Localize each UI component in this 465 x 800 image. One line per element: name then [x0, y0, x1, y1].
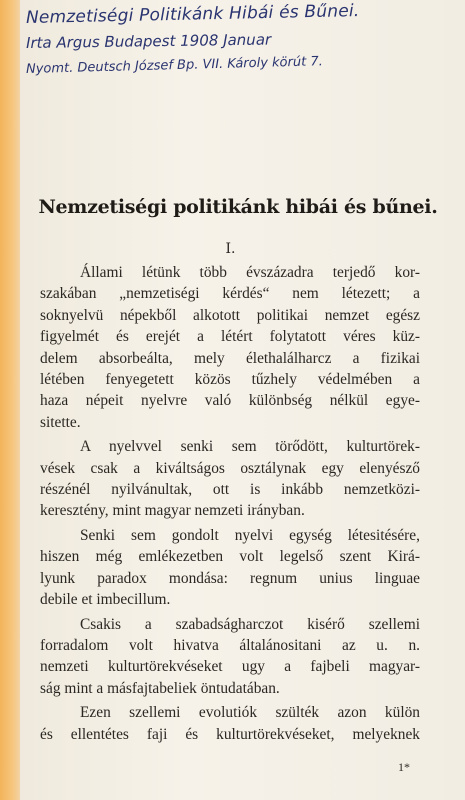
text-line: létében fenyegetett közös tűzhely védelmében a — [40, 371, 420, 389]
text-line: hiszen még emlékezetben volt legelső szent Kirá- — [40, 548, 420, 566]
text-line: és ellentétes faji és kulturtörekvéseket, melyeknek — [40, 725, 420, 743]
text-line: ság mint a másfajtabeliek öntudatában. — [40, 679, 280, 697]
handwritten-author-date: Irta Argus Budapest 1908 Januar — [25, 30, 272, 52]
text-line: figyelmét és erejét a létért folytatott véres küz- — [40, 328, 420, 346]
handwritten-title: Nemzetiségi Politikánk Hibái és Bűnei. — [25, 1, 360, 28]
signature-mark: 1* — [398, 760, 410, 774]
text-line: Senki sem gondolt nyelvi egység létesitésére, — [80, 526, 420, 544]
handwritten-note — [25, 1, 456, 77]
text-line: Állami létünk több évszázadra terjedő kor- — [80, 264, 420, 281]
binding-tape-strip — [0, 0, 20, 800]
text-line: nemzeti kulturtörekvéseket ugy a fajbeli magyar- — [40, 658, 420, 676]
body-text — [40, 262, 420, 745]
text-line: vések csak a kiváltságos osztálynak egy elenyésző — [40, 459, 420, 477]
text-line: lyunk paradox mondása: regnum unius linguae — [40, 569, 420, 587]
text-line: soknyelvü népekből alkotott politikai nemzet egész — [40, 306, 420, 324]
text-line: részénél nyilvánultak, ott is inkább nemzetközi- — [40, 481, 420, 499]
text-line: haza népeit nyelvre való különbség nélkül egye- — [40, 392, 420, 410]
text-line: Csakis a szabadságharczot kisérő szellemi — [80, 615, 420, 633]
handwritten-printer: Nyomt. Deutsch József Bp. VII. Károly körút 7. — [25, 54, 323, 77]
text-line: Ezen szellemi evolutiók szülték azon külön — [80, 704, 420, 722]
text-line: szakában „nemzetiségi kérdés“ nem létezett; a — [40, 285, 420, 303]
text-line: A nyelvvel senki sem törődött, kulturtörek- — [80, 438, 420, 456]
document-title: Nemzetiségi politikánk hibái és bűnei. — [38, 196, 438, 218]
text-line: forradalom volt hivatva általánositani az u. n. — [40, 636, 420, 654]
text-line: sitette. — [40, 413, 81, 431]
section-number: I. — [225, 241, 236, 257]
text-line: keresztény, mint magyar nemzeti irányban. — [40, 502, 305, 520]
text-line: delem absorbeálta, mely élethalálharcz a fizikai — [40, 349, 420, 367]
text-line: debile et imbecillum. — [40, 591, 171, 609]
